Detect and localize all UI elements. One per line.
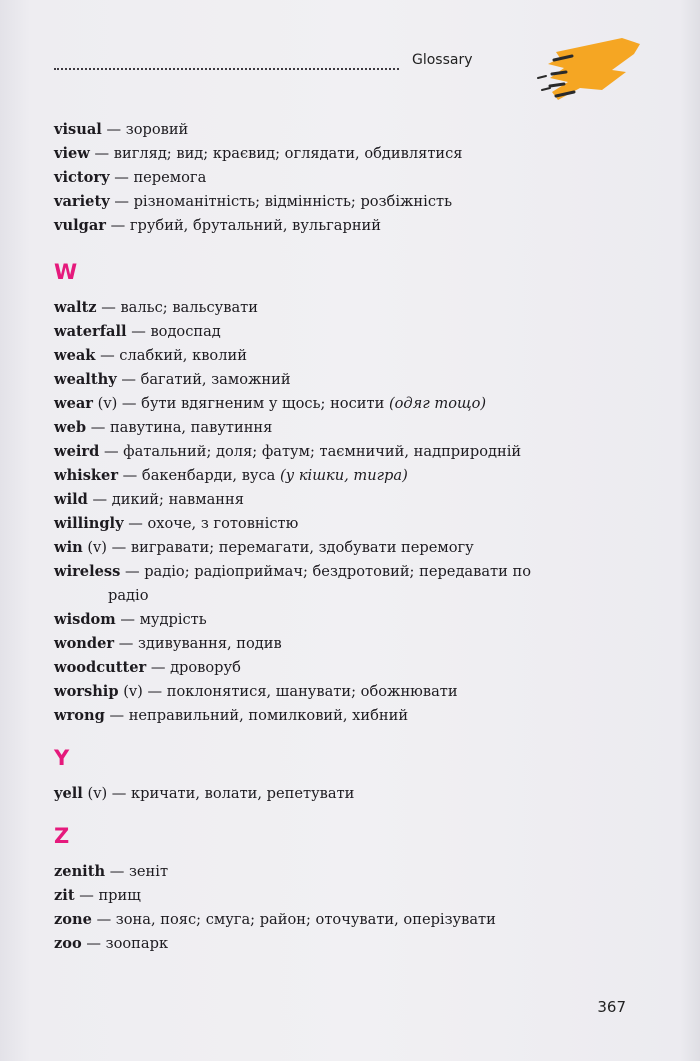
entry-translation-continued: радіо — [108, 587, 149, 604]
entry-translation: радіо; радіоприймач; бездротовий; передавати по — [144, 563, 531, 580]
entry-translation: фатальний; доля; фатум; таємничий, надприродній — [123, 443, 522, 460]
entry-dash: — — [124, 563, 140, 580]
entry-translation: зона, пояс; смуга; район; оточувати, оперізувати — [115, 911, 496, 928]
entry-translation: здивування, подив — [137, 635, 282, 652]
entry-translation: дроворуб — [170, 659, 241, 676]
entry-dash: — — [96, 911, 112, 928]
glossary-entry — [54, 560, 654, 584]
entry-translation: зоровий — [125, 121, 189, 138]
entry-word: zenith — [54, 863, 106, 880]
glossary-entry — [54, 680, 654, 704]
glossary-entry — [54, 884, 654, 908]
entry-part-of-speech: (v) — [87, 539, 107, 556]
entry-word: weird — [54, 443, 100, 460]
brush-stroke-icon — [494, 30, 644, 110]
glossary-entry — [54, 142, 654, 166]
entry-translation: зоопарк — [105, 935, 169, 952]
entry-word: woodcutter — [54, 659, 147, 676]
glossary-entry — [54, 908, 654, 932]
entry-translation: грубий, брутальний, вульгарний — [129, 217, 382, 234]
entry-word: worship — [54, 683, 119, 700]
page-number: 367 — [597, 998, 626, 1016]
glossary-entry — [54, 464, 654, 488]
glossary-entry — [54, 632, 654, 656]
glossary-entry — [54, 488, 654, 512]
entry-word: wireless — [54, 563, 121, 580]
entry-dash: — — [106, 121, 122, 138]
entry-translation: павутина, павутиння — [109, 419, 273, 436]
glossary-entry — [54, 368, 654, 392]
glossary-entry — [54, 536, 654, 560]
entry-translation: бути вдягненим у щось; носити — [141, 395, 385, 412]
entry-word: visual — [54, 121, 102, 138]
entry-part-of-speech: (v) — [123, 683, 143, 700]
entry-translation: водоспад — [150, 323, 221, 340]
glossary-entry — [54, 860, 654, 884]
glossary-entry — [54, 704, 654, 728]
entry-word: wisdom — [54, 611, 116, 628]
glossary-entry — [54, 344, 654, 368]
glossary-entry — [54, 392, 654, 416]
entry-continuation — [54, 584, 654, 608]
entry-dash: — — [121, 371, 136, 388]
entry-word: whisker — [54, 467, 119, 484]
entry-word: wonder — [54, 635, 115, 652]
entry-translation: вальс; вальсувати — [120, 299, 258, 316]
entry-word: web — [54, 419, 87, 436]
glossary-entry — [54, 296, 654, 320]
entry-dash: — — [101, 299, 116, 316]
entry-dash: — — [131, 323, 146, 340]
entry-dash: — — [120, 611, 135, 628]
entry-word: wild — [54, 491, 88, 508]
entry-translation: прищ — [98, 887, 141, 904]
entry-word: zoo — [54, 935, 82, 952]
section-letter-y: Y — [54, 746, 70, 770]
entry-translation: мудрість — [139, 611, 207, 628]
entry-word: zone — [54, 911, 92, 928]
glossary-entry — [54, 190, 654, 214]
entry-dash: — — [109, 863, 125, 880]
entry-dash: — — [79, 887, 94, 904]
header-title: Glossary — [412, 52, 473, 68]
entry-dash: — — [111, 785, 127, 802]
entry-translation: бакенбарди, вуса — [141, 467, 276, 484]
entry-word: waterfall — [54, 323, 127, 340]
entry-word: waltz — [54, 299, 97, 316]
entry-dash: — — [118, 635, 134, 652]
entry-dash: — — [103, 443, 119, 460]
entry-dash: — — [90, 419, 106, 436]
entry-dash: — — [147, 683, 163, 700]
entry-word: willingly — [54, 515, 124, 532]
entry-word: view — [54, 145, 90, 162]
glossary-entry — [54, 608, 654, 632]
entry-usage-note: (у кішки, тигра) — [280, 467, 408, 484]
entry-word: variety — [54, 193, 110, 210]
glossary-entry — [54, 320, 654, 344]
glossary-entry — [54, 782, 654, 806]
entry-word: yell — [54, 785, 83, 802]
entry-word: wealthy — [54, 371, 117, 388]
glossary-entry — [54, 118, 654, 142]
dotted-leader — [54, 68, 399, 70]
entry-translation: зеніт — [128, 863, 169, 880]
entry-translation: кричати, волати, репетувати — [131, 785, 355, 802]
entry-translation: поклонятися, шанувати; обожнювати — [166, 683, 458, 700]
section-letter-w: W — [54, 260, 78, 284]
entry-dash: — — [114, 193, 129, 210]
glossary-entry — [54, 440, 654, 464]
glossary-entry — [54, 214, 654, 238]
entry-word: vulgar — [54, 217, 106, 234]
entry-translation: багатий, заможний — [140, 371, 291, 388]
entry-dash: — — [121, 395, 137, 412]
entry-translation: перемога — [133, 169, 207, 186]
section-letter-z: Z — [54, 824, 70, 848]
entry-usage-note: (одяг тощо) — [388, 395, 487, 412]
entry-dash: — — [109, 707, 125, 724]
entry-dash: — — [111, 539, 127, 556]
entry-word: zit — [54, 887, 75, 904]
entry-word: wrong — [54, 707, 105, 724]
entry-translation: різноманітність; відмінність; розбіжність — [133, 193, 453, 210]
entry-part-of-speech: (v) — [87, 785, 108, 802]
entry-translation: вигравати; перемагати, здобувати перемогу — [130, 539, 474, 556]
entry-translation: охоче, з готовністю — [147, 515, 299, 532]
glossary-entry — [54, 656, 654, 680]
entry-word: victory — [54, 169, 110, 186]
entry-translation: дикий; навмання — [111, 491, 244, 508]
entry-dash: — — [100, 347, 115, 364]
entry-dash: — — [94, 145, 110, 162]
entry-dash: — — [150, 659, 166, 676]
glossary-entry — [54, 512, 654, 536]
entry-translation: неправильний, помилковий, хибний — [128, 707, 409, 724]
glossary-list — [54, 118, 654, 956]
entry-translation: слабкий, кволий — [119, 347, 247, 364]
entry-word: win — [54, 539, 83, 556]
entry-word: weak — [54, 347, 96, 364]
glossary-entry — [54, 932, 654, 956]
entry-word: wear — [54, 395, 93, 412]
entry-dash: — — [86, 935, 101, 952]
entry-part-of-speech: (v) — [97, 395, 118, 412]
entry-dash: — — [110, 217, 126, 234]
entry-translation: вигляд; вид; краєвид; оглядати, обдивлятися — [113, 145, 463, 162]
glossary-entry — [54, 166, 654, 190]
entry-dash: — — [128, 515, 143, 532]
entry-dash: — — [114, 169, 129, 186]
entry-dash: — — [122, 467, 138, 484]
entry-dash: — — [92, 491, 108, 508]
page-header — [54, 48, 654, 98]
glossary-entry — [54, 416, 654, 440]
